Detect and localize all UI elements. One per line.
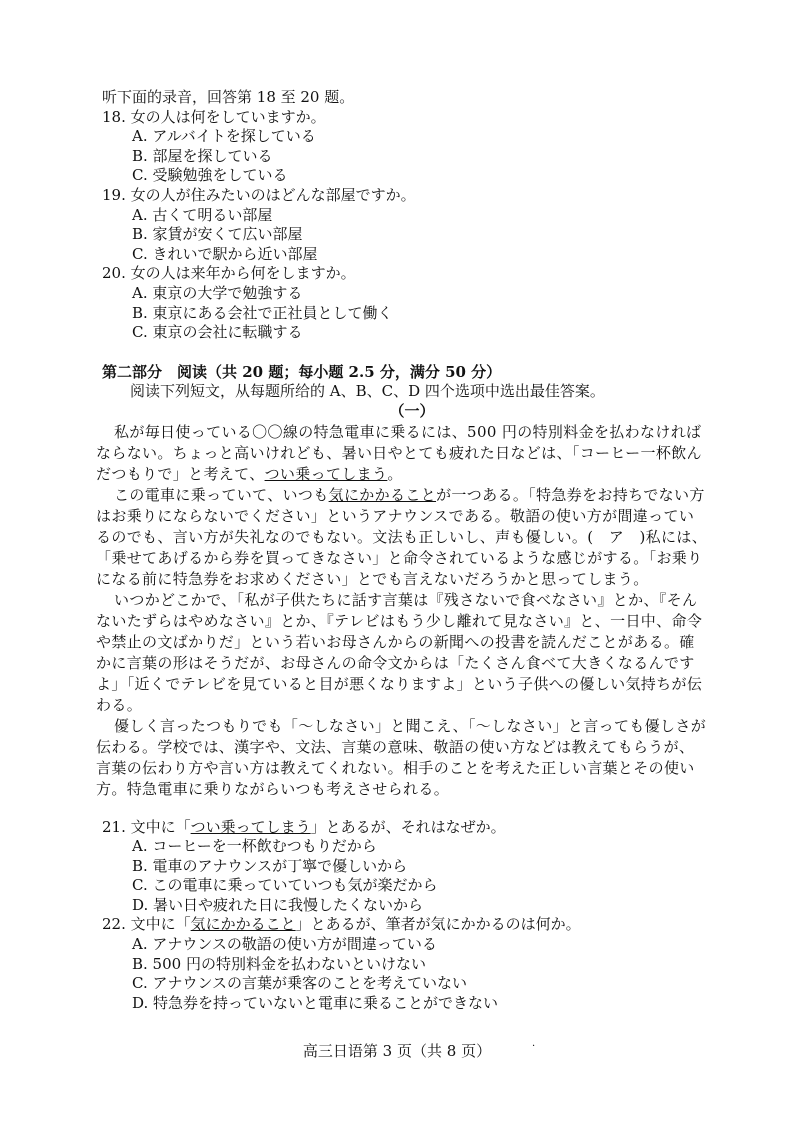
option-c: C. きれいで駅から近い部屋: [132, 244, 318, 263]
reading-section-title: 第二部分 阅读（共 20 题；每小题 2.5 分，满分 50 分）: [102, 362, 502, 381]
option-a: A. アルバイトを探している: [132, 127, 316, 146]
question-18: [102, 108, 702, 186]
option-c: C. 東京の会社に転職する: [132, 323, 303, 342]
option-a: A. 東京の大学で勉強する: [132, 283, 303, 302]
text: 」とあるが、筆者が気にかかるのは何か。: [295, 915, 581, 934]
option-b: B. 電車のアナウンスが丁寧で優しいから: [132, 856, 408, 875]
option-b: B. 家賃が安くて広い部屋: [132, 225, 303, 244]
option-c: C. 受験勉強をしている: [132, 166, 288, 185]
reading-instruction: 阅读下列短文，从每题所给的 A、B、C、D 四个选项中选出最佳答案。: [130, 382, 605, 401]
question-21: [102, 818, 702, 916]
question-19: [102, 186, 702, 264]
underlined-phrase: つい乗ってしまう: [264, 464, 388, 483]
passage-paragraph-3: いつかどこかで、「私が子供たちに話す言葉は『残さないで食べなさい』とか、『そんないたずらはやめなさい』とか、『テレビはもう少し離れて見なさい』と、一日中、命令や禁止の文ばかりだ」という若いお母さんからの新聞への投書を読んだことがある。確かに言葉の形はそうだが、お母さんの命令文からは「たくさん食べて大きくなるんですよ」「近くでテレビを見ていると目が悪くなりますよ」という子供への優しい気持ちが伝わる。: [96, 590, 703, 714]
text: 私が毎日使っている〇〇線の特急電車に乗るには、500 円の特別料金を払わなければならない。ちょっと高いけれども、暑い日やとても疲れた日などは、「コーヒー一杯飲んだつもりで」と考えて、: [96, 422, 702, 483]
passage-label: （一）: [389, 401, 435, 420]
question-stem: [102, 818, 702, 838]
option-a: A. 古くて明るい部屋: [132, 205, 273, 224]
text: が一つある。「特急券をお持ちでない方はお乗りにならないでください」というアナウンスである。敬語の使い方が間違っているのでも、言い方が失礼なのでもない。文法も正しいし、声も優しい。( ア )私には、「乗せてあげるから券を買ってきなさい」と命令されているような感じがする。「お乗りになる前に特急券をお求めください」とでも言えないだろうかと思ってしまう。: [96, 485, 708, 588]
option-c: C. アナウンスの言葉が乗客のことを考えていない: [132, 974, 468, 993]
question-22: [102, 915, 702, 1013]
passage-paragraph-4: 優しく言ったつもりでも「～しなさい」と聞こえ、「～しなさい」と言っても優しさが伝わる。学校では、漢字や、文法、言葉の意味、敬語の使い方などは教えてもらうが、言葉の伝わり方や言い方は教えてくれない。相手のことを考えた正しい言葉とその使い方。特急電車に乗りながらいつも考えさせられる。: [96, 716, 707, 798]
text: 22. 文中に「: [102, 915, 191, 934]
option-b: B. 部屋を探している: [132, 146, 273, 165]
question-stem: [102, 915, 702, 935]
option-b: B. 東京にある会社で正社員として働く: [132, 303, 393, 322]
footer-mark: ·: [532, 1041, 536, 1052]
option-d: D. 暑い日や疲れた日に我慢したくないから: [132, 895, 424, 914]
underlined-phrase: つい乗ってしまう: [190, 817, 311, 836]
listening-instruction: 听下面的录音，回答第 18 至 20 题。: [102, 88, 355, 106]
question-stem: 18. 女の人は何をしていますか。: [102, 107, 326, 126]
text: 」とあるが、それはなぜか。: [310, 817, 506, 836]
text: 。: [387, 464, 403, 483]
content-block: [96, 88, 708, 1013]
question-stem: 20. 女の人は来年から何をしますか。: [102, 264, 356, 283]
passage-paragraph-1: [96, 422, 708, 485]
option-b: B. 500 円の特別料金を払わないといけない: [132, 954, 426, 973]
page-footer: 高三日语第 3 页（共 8 页）: [302, 1042, 492, 1060]
underlined-phrase: 気にかかること: [328, 485, 437, 504]
option-a: A. コーヒーを一杯飲むつもりだから: [132, 837, 377, 856]
option-c: C. この電車に乗っていていつも気が楽だから: [132, 876, 438, 895]
question-stem: 19. 女の人が住みたいのはどんな部屋ですか。: [102, 185, 416, 204]
option-a: A. アナウンスの敬語の使い方が間違っている: [132, 935, 437, 954]
option-d: D. 特急券を持っていないと電車に乗ることができない: [132, 993, 499, 1012]
text: この電車に乗っていて、いつも: [114, 485, 329, 504]
question-20: [102, 264, 702, 342]
text: 21. 文中に「: [102, 817, 191, 836]
spacer: [102, 800, 702, 818]
passage-paragraph-2: [96, 485, 708, 590]
underlined-phrase: 気にかかること: [190, 915, 296, 934]
